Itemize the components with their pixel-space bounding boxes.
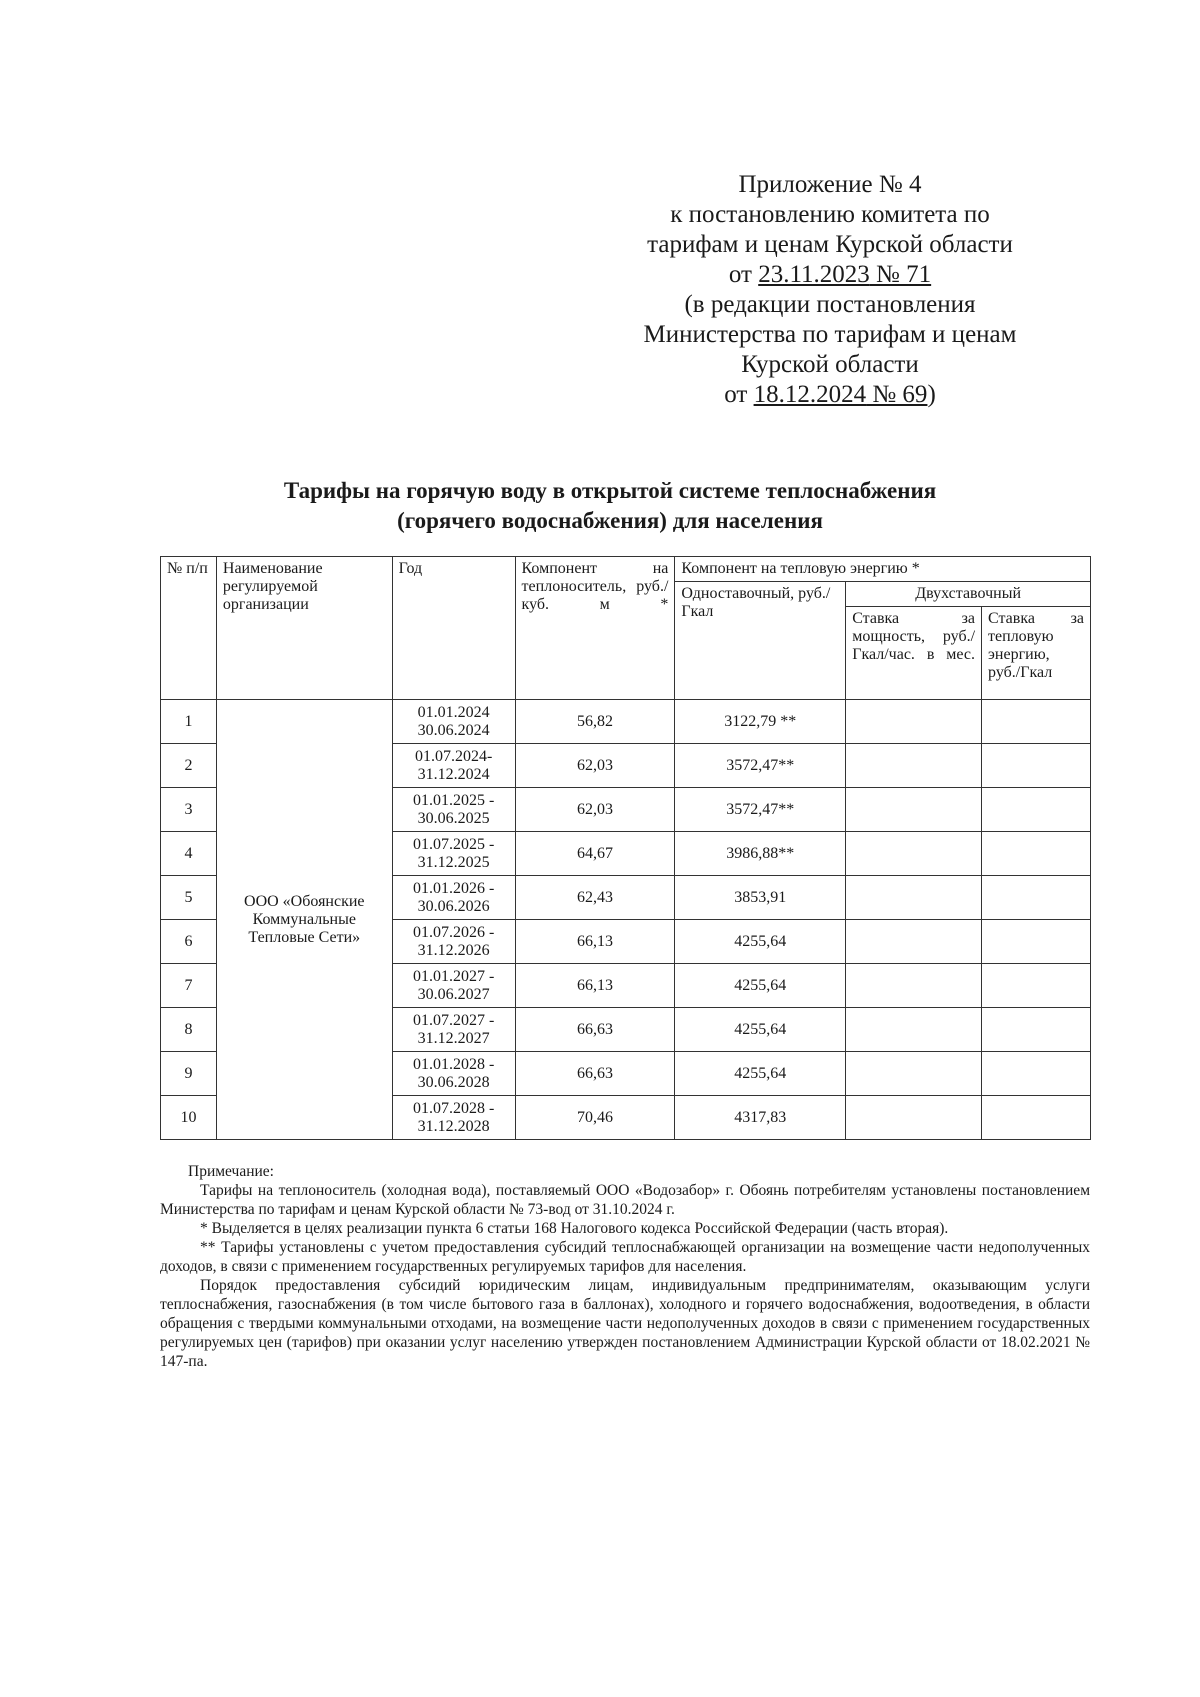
revision-number-text: № 69 (866, 381, 928, 408)
period-from: 01.07.2024- (414, 747, 493, 765)
header-num: № п/п (161, 557, 217, 700)
row-energy (982, 1052, 1091, 1096)
period-from: 01.07.2027 - (412, 1011, 495, 1029)
notes-heading: Примечание: (188, 1163, 274, 1180)
period-from: 01.07.2028 - (412, 1099, 495, 1117)
note-paragraph-3: ** Тарифы установлены с учетом предоставления субсидий теплоснабжающей организации на возмещение части недополученных доходов, в связи с применением государственных регулируемых тарифов для населения. (160, 1239, 1090, 1275)
row-number: 1 (161, 700, 217, 744)
period-from: 01.01.2026 - (412, 879, 495, 897)
revision-date-text: 18.12.2024 (753, 381, 867, 408)
decree-number-text: № 71 (869, 261, 932, 288)
row-number: 8 (161, 1008, 217, 1052)
row-period (392, 1052, 515, 1096)
note-paragraph-1: Тарифы на теплоноситель (холодная вода), поставляемый ООО «Водозабор» г. Обоянь потребителям установлены постановлением Министерства по тарифам и ценам Курской области № 73-вод от 31.10.2024 г. (160, 1182, 1090, 1218)
period-to: 31.12.2024 (417, 765, 490, 783)
notes-section (160, 1162, 1090, 1371)
appendix-decree-line (600, 260, 1060, 290)
row-capacity (846, 700, 982, 744)
decree-date-1 (758, 261, 931, 288)
note-paragraph-2: * Выделяется в целях реализации пункта 6 статьи 168 Налогового кодекса Российской Федерации (часть вторая). (200, 1220, 949, 1237)
row-period (392, 744, 515, 788)
row-period (392, 1096, 515, 1140)
note-paragraph-4: Порядок предоставления субсидий юридическим лицам, индивидуальным предпринимателям, оказывающим услуги теплоснабжения, газоснабжения (в том числе бытового газа в баллонах), холодного и горячего водоснабжения, водоотведения, в области обращения с твердыми коммунальными отходами, на возмещение части недополученных доходов в связи с применением государственных регулируемых цен (тарифов) при оказании услуг населению утвержден постановлением Администрации Курской области от 18.02.2021 № 147-па. (160, 1277, 1090, 1370)
decree-prefix: от (728, 261, 759, 288)
revision-suffix: ) (927, 381, 936, 408)
row-number: 2 (161, 744, 217, 788)
period-to: 31.12.2026 (417, 941, 490, 959)
row-carrier: 66,63 (515, 1008, 675, 1052)
period-from: 01.01.2025 - (412, 791, 495, 809)
row-energy (982, 788, 1091, 832)
header-capacity: Ставка за мощность, руб./Гкал/час. в мес. (846, 607, 982, 700)
header-heat: Компонент на тепловую энергию * (675, 557, 1091, 582)
period-from: 01.07.2026 - (412, 923, 495, 941)
row-period (392, 700, 515, 744)
document-title (160, 476, 1060, 536)
appendix-line-2: к постановлению комитета по (670, 201, 990, 228)
row-capacity (846, 788, 982, 832)
row-capacity (846, 832, 982, 876)
row-number: 10 (161, 1096, 217, 1140)
row-energy (982, 700, 1091, 744)
period-to: 30.06.2027 (417, 985, 490, 1003)
period-from: 01.01.2027 - (412, 967, 495, 985)
period-to: 31.12.2028 (417, 1117, 490, 1135)
row-energy (982, 876, 1091, 920)
row-period (392, 1008, 515, 1052)
row-capacity (846, 1096, 982, 1140)
organization-name: ООО «Обоянские Коммунальные Тепловые Сети» (216, 700, 392, 1140)
header-energy: Ставка за тепловую энергию, руб./Гкал (982, 607, 1091, 700)
row-single: 4255,64 (675, 1008, 846, 1052)
table-header-row (161, 557, 1091, 582)
title-line-2: (горячего водоснабжения) для населения (397, 508, 823, 533)
row-single: 3986,88** (675, 832, 846, 876)
row-period (392, 964, 515, 1008)
appendix-number: Приложение № 4 (738, 171, 922, 198)
header-single: Одноставочный, руб./Гкал (675, 582, 846, 700)
header-double: Двухставочный (846, 582, 1091, 607)
appendix-line-3: тарифам и ценам Курской области (647, 231, 1013, 258)
appendix-line-5: (в редакции постановления (684, 291, 976, 318)
row-period (392, 788, 515, 832)
row-number: 7 (161, 964, 217, 1008)
period-to: 30.06.2024 (417, 721, 490, 739)
header-year: Год (392, 557, 515, 700)
period-to: 31.12.2025 (417, 853, 490, 871)
revision-date-2 (754, 381, 928, 408)
row-single: 4255,64 (675, 920, 846, 964)
row-single: 4317,83 (675, 1096, 846, 1140)
period-from: 01.07.2025 - (412, 835, 495, 853)
row-carrier: 62,03 (515, 744, 675, 788)
row-number: 4 (161, 832, 217, 876)
revision-prefix: от (724, 381, 754, 408)
appendix-line-7: Курской области (741, 351, 919, 378)
row-single: 4255,64 (675, 964, 846, 1008)
title-line-1: Тарифы на горячую воду в открытой системе теплоснабжения (283, 478, 937, 503)
row-carrier: 66,13 (515, 920, 675, 964)
row-carrier: 62,43 (515, 876, 675, 920)
row-energy (982, 1096, 1091, 1140)
period-to: 30.06.2025 (417, 809, 490, 827)
row-single: 4255,64 (675, 1052, 846, 1096)
row-number: 6 (161, 920, 217, 964)
row-single: 3122,79 ** (675, 700, 846, 744)
row-carrier: 56,82 (515, 700, 675, 744)
row-single: 3572,47** (675, 744, 846, 788)
tariff-table (160, 556, 1091, 1140)
row-capacity (846, 1052, 982, 1096)
row-single: 3853,91 (675, 876, 846, 920)
header-org: Наименование регулируемой организации (216, 557, 392, 700)
row-capacity (846, 964, 982, 1008)
header-carrier: Компонент на теплоноситель, руб./куб. м * (515, 557, 675, 700)
row-number: 5 (161, 876, 217, 920)
row-period (392, 920, 515, 964)
row-single: 3572,47** (675, 788, 846, 832)
row-carrier: 64,67 (515, 832, 675, 876)
row-energy (982, 920, 1091, 964)
appendix-header (600, 170, 1060, 410)
row-capacity (846, 876, 982, 920)
row-period (392, 832, 515, 876)
row-number: 9 (161, 1052, 217, 1096)
period-to: 30.06.2028 (417, 1073, 490, 1091)
row-capacity (846, 1008, 982, 1052)
period-to: 31.12.2027 (417, 1029, 490, 1047)
row-carrier: 66,13 (515, 964, 675, 1008)
row-carrier: 62,03 (515, 788, 675, 832)
decree-date-text: 23.11.2023 (758, 261, 870, 288)
appendix-line-6: Министерства по тарифам и ценам (643, 321, 1017, 348)
table-row (161, 700, 1091, 744)
row-carrier: 66,63 (515, 1052, 675, 1096)
period-to: 30.06.2026 (417, 897, 490, 915)
row-capacity (846, 744, 982, 788)
row-capacity (846, 920, 982, 964)
period-from: 01.01.2024 (417, 703, 490, 721)
row-number: 3 (161, 788, 217, 832)
row-energy (982, 1008, 1091, 1052)
row-energy (982, 744, 1091, 788)
appendix-revision-line (600, 380, 1060, 410)
row-carrier: 70,46 (515, 1096, 675, 1140)
row-energy (982, 964, 1091, 1008)
period-from: 01.01.2028 - (412, 1055, 495, 1073)
row-period (392, 876, 515, 920)
row-energy (982, 832, 1091, 876)
